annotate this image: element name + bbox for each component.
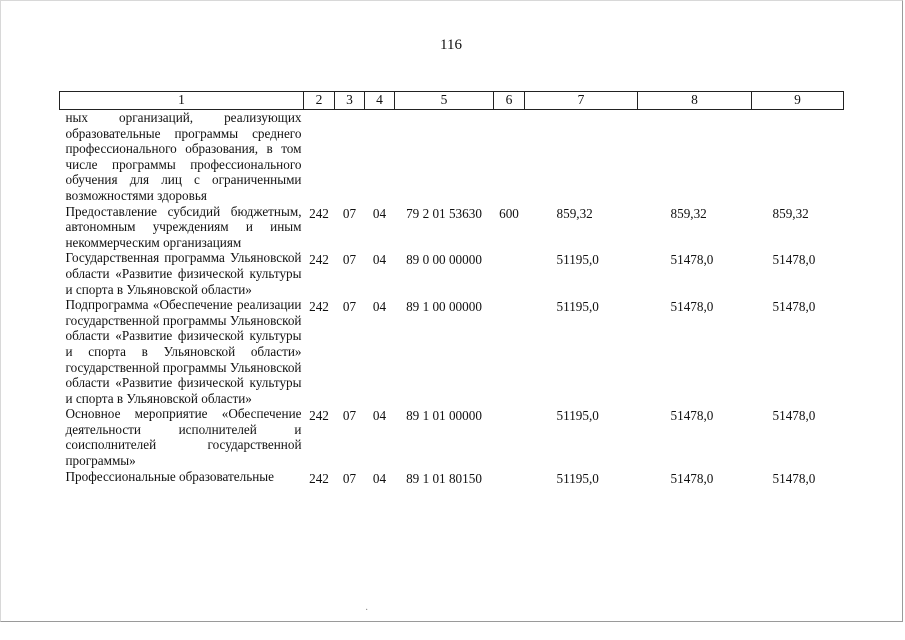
scan-mark: · bbox=[365, 605, 369, 616]
cell-c6 bbox=[494, 297, 525, 406]
cell-c6 bbox=[494, 406, 525, 468]
cell-c2: 242 bbox=[309, 205, 329, 221]
cell-c2: 242 bbox=[309, 252, 329, 268]
cell-c8: 51478,0 bbox=[670, 470, 714, 486]
cell-c6: 600 bbox=[499, 205, 519, 221]
cell-c6 bbox=[494, 469, 525, 487]
row-name: Основное мероприятие «Обеспечение деятельности исполнителей и соисполнителей государственной программы» bbox=[65, 406, 302, 469]
row-name: Государственная программа Ульяновской области «Развитие физической культуры и спорта в Ульяновской области» bbox=[65, 250, 302, 297]
cell-c9: 51478,0 bbox=[772, 408, 816, 424]
row-name: Предоставление субсидий бюджетным, автономным учреждениям и иным некоммерческим организациям bbox=[65, 203, 302, 250]
cell-c8: 51478,0 bbox=[670, 408, 714, 424]
cell-c8 bbox=[638, 110, 752, 204]
cell-c5: 89 0 00 00000 bbox=[406, 252, 482, 268]
cell-c6 bbox=[494, 250, 525, 297]
page-number: 116 bbox=[440, 37, 462, 53]
column-header-9: 9 bbox=[752, 92, 844, 110]
column-header-7: 7 bbox=[525, 92, 638, 110]
cell-c9 bbox=[752, 110, 844, 204]
cell-c4 bbox=[365, 110, 395, 204]
cell-c2 bbox=[304, 110, 335, 204]
cell-c8: 51478,0 bbox=[670, 252, 714, 268]
table-row bbox=[60, 250, 844, 297]
table-row bbox=[60, 469, 844, 487]
cell-c5: 89 1 01 80150 bbox=[406, 470, 482, 486]
cell-c6 bbox=[494, 110, 525, 204]
cell-c5: 79 2 01 53630 bbox=[406, 205, 482, 221]
cell-c9: 51478,0 bbox=[772, 299, 816, 315]
cell-c9: 51478,0 bbox=[772, 252, 816, 268]
table-body bbox=[60, 110, 844, 487]
column-header-3: 3 bbox=[335, 92, 365, 110]
cell-c5 bbox=[395, 110, 494, 204]
cell-c3: 07 bbox=[342, 205, 357, 221]
cell-c2: 242 bbox=[309, 299, 329, 315]
cell-c4: 04 bbox=[372, 408, 387, 424]
row-name: ных организаций, реализующих образовательные программы среднего профессионального образования, в том числе программы профессионального обучения для лиц с ограниченными возможностями здоровья bbox=[65, 110, 302, 203]
cell-c9: 859,32 bbox=[772, 205, 809, 221]
table-row bbox=[60, 406, 844, 468]
cell-c7: 51195,0 bbox=[556, 299, 599, 315]
cell-c7: 51195,0 bbox=[556, 470, 599, 486]
table-row bbox=[60, 110, 844, 204]
row-name: Профессиональные образовательные bbox=[65, 468, 275, 484]
cell-c3 bbox=[335, 110, 365, 204]
cell-c8: 51478,0 bbox=[670, 299, 714, 315]
cell-c3: 07 bbox=[342, 299, 357, 315]
row-name: Подпрограмма «Обеспечение реализации государственной программы Ульяновской области «Развитие физической культуры и спорта в Ульяновской области» государственной программы Ульяновской области «Развитие физической культуры и спорта в Ульяновской области» bbox=[65, 297, 302, 406]
table-header-row bbox=[60, 92, 844, 110]
cell-c4: 04 bbox=[372, 252, 387, 268]
cell-c3: 07 bbox=[342, 408, 357, 424]
cell-c8: 859,32 bbox=[670, 205, 707, 221]
cell-c7: 51195,0 bbox=[556, 252, 599, 268]
cell-c3: 07 bbox=[342, 470, 357, 486]
cell-c9: 51478,0 bbox=[772, 470, 816, 486]
cell-c5: 89 1 00 00000 bbox=[406, 299, 482, 315]
column-header-6: 6 bbox=[494, 92, 525, 110]
column-header-1: 1 bbox=[60, 92, 304, 110]
budget-table bbox=[59, 91, 844, 486]
cell-c5: 89 1 01 00000 bbox=[406, 408, 482, 424]
column-header-2: 2 bbox=[304, 92, 335, 110]
table-row bbox=[60, 204, 844, 251]
cell-c7: 859,32 bbox=[556, 205, 593, 221]
column-header-8: 8 bbox=[638, 92, 752, 110]
cell-c4: 04 bbox=[372, 299, 387, 315]
cell-c7: 51195,0 bbox=[556, 408, 599, 424]
column-header-5: 5 bbox=[395, 92, 494, 110]
cell-c7 bbox=[525, 110, 638, 204]
cell-c2: 242 bbox=[309, 408, 329, 424]
cell-c3: 07 bbox=[342, 252, 357, 268]
table-row bbox=[60, 297, 844, 406]
cell-c4: 04 bbox=[372, 205, 387, 221]
cell-c2: 242 bbox=[309, 470, 329, 486]
column-header-4: 4 bbox=[365, 92, 395, 110]
cell-c4: 04 bbox=[372, 470, 387, 486]
